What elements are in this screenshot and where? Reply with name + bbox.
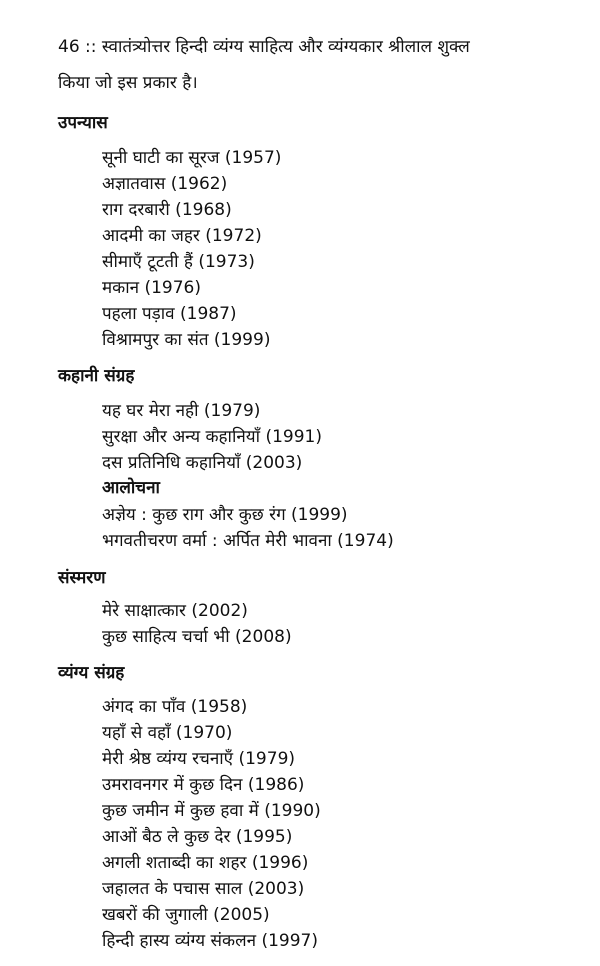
list-item: सुरक्षा और अन्य कहानियाँ (1991) [102, 427, 322, 447]
list-item: मकान (1976) [102, 278, 201, 298]
section-heading-novels: उपन्यास [58, 113, 108, 133]
section-heading-memoirs: संस्मरण [58, 568, 106, 588]
list-item: मेरे साक्षात्कार (2002) [102, 601, 248, 621]
list-item: अज्ञातवास (1962) [102, 174, 228, 194]
list-item: अज्ञेय : कुछ राग और कुछ रंग (1999) [102, 505, 348, 525]
list-item: हिन्दी हास्य व्यंग्य संकलन (1997) [102, 931, 318, 951]
list-item: खबरों की जुगाली (2005) [102, 905, 270, 925]
page-header: 46 :: स्वातंत्र्योत्तर हिन्दी व्यंग्य साहित्य और व्यंग्यकार श्रीलाल शुक्ल [58, 37, 470, 57]
list-item: कुछ जमीन में कुछ हवा में (1990) [102, 801, 321, 821]
list-item: जहालत के पचास साल (2003) [102, 879, 305, 899]
subsection-heading-criticism: आलोचना [102, 478, 160, 498]
list-item: आओं बैठ ले कुछ देर (1995) [102, 827, 293, 847]
list-item: उमरावनगर में कुछ दिन (1986) [102, 775, 305, 795]
list-item: सीमाएँ टूटती हैं (1973) [102, 252, 255, 272]
list-item: यह घर मेरा नही (1979) [102, 401, 261, 421]
list-item: यहाँ से वहाँ (1970) [102, 723, 233, 743]
list-item: सूनी घाटी का सूरज (1957) [102, 148, 282, 168]
list-item: भगवतीचरण वर्मा : अर्पित मेरी भावना (1974) [102, 531, 394, 551]
list-item: मेरी श्रेष्ठ व्यंग्य रचनाएँ (1979) [102, 749, 296, 769]
section-heading-satire: व्यंग्य संग्रह [58, 663, 125, 683]
section-heading-stories: कहानी संग्रह [58, 366, 135, 386]
list-item: दस प्रतिनिधि कहानियाँ (2003) [102, 453, 303, 473]
list-item: अंगद का पाँव (1958) [102, 697, 248, 717]
list-item: अगली शताब्दी का शहर (1996) [102, 853, 309, 873]
list-item: राग दरबारी (1968) [102, 200, 232, 220]
list-item: कुछ साहित्य चर्चा भी (2008) [102, 627, 292, 647]
list-item: विश्रामपुर का संत (1999) [102, 330, 271, 350]
intro-line: किया जो इस प्रकार है। [58, 73, 198, 93]
list-item: आदमी का जहर (1972) [102, 226, 262, 246]
list-item: पहला पड़ाव (1987) [102, 304, 237, 324]
